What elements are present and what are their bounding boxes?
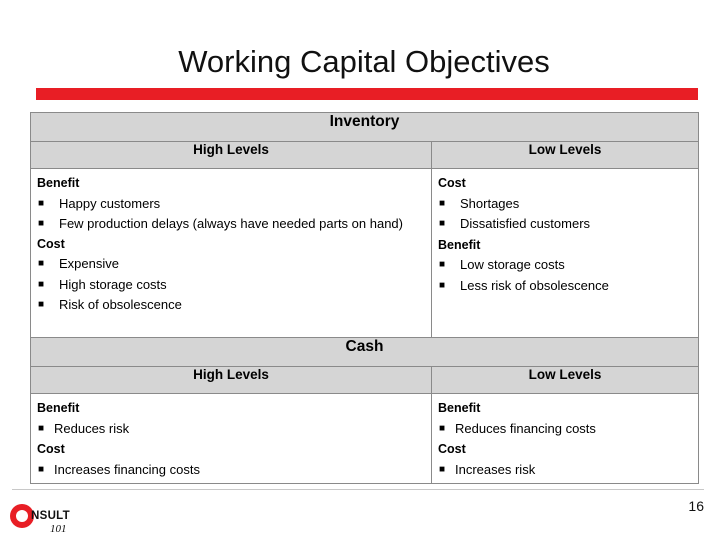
benefit-label: Benefit	[37, 401, 80, 415]
accent-bar-notch	[30, 88, 36, 100]
list-item: ■ Increases risk	[439, 461, 536, 477]
cost-label: Cost	[438, 442, 466, 457]
square-bullet-icon: ■	[38, 218, 45, 230]
cost-label: Cost	[438, 176, 466, 190]
list-item: ■ Reduces risk	[38, 420, 130, 436]
list-item: ■ Reduces financing costs	[439, 420, 596, 436]
square-bullet-icon: ■	[439, 463, 446, 475]
inventory-low-cell	[432, 169, 699, 338]
inventory-column-headers	[31, 142, 699, 169]
page-number: 16	[688, 498, 704, 514]
cash-high-cell	[31, 394, 432, 484]
inventory-heading: Inventory	[31, 113, 699, 142]
cash-high-heading: High Levels	[31, 367, 432, 394]
benefit-label: Benefit	[438, 401, 481, 415]
square-bullet-icon: ■	[439, 259, 446, 271]
list-item: ■ Expensive	[38, 256, 119, 272]
cost-label: Cost	[37, 442, 65, 457]
inventory-low-heading: Low Levels	[432, 142, 699, 169]
cash-low-cell	[432, 394, 699, 484]
footer-divider	[12, 489, 704, 490]
cost-label: Cost	[37, 236, 65, 251]
square-bullet-icon: ■	[38, 278, 45, 290]
square-bullet-icon: ■	[439, 197, 446, 209]
cash-heading: Cash	[31, 338, 699, 367]
objectives-table	[30, 112, 699, 484]
cash-body-row	[31, 394, 699, 484]
list-item: ■ Shortages	[439, 195, 520, 211]
list-item: ■ Less risk of obsolescence	[439, 277, 609, 293]
list-item: ■ High storage costs	[38, 276, 167, 292]
title-accent-bar	[30, 88, 698, 100]
logo-word: NSULT	[31, 510, 70, 522]
square-bullet-icon: ■	[439, 422, 446, 434]
list-item: ■ Risk of obsolescence	[38, 297, 182, 313]
cash-section-header	[31, 338, 699, 367]
inventory-high-cell	[31, 169, 432, 338]
benefit-label: Benefit	[37, 176, 80, 190]
benefit-label: Benefit	[438, 237, 481, 252]
list-item: ■ Few production delays (always have needed parts on hand)	[38, 216, 403, 232]
inventory-section-header	[31, 113, 699, 142]
square-bullet-icon: ■	[38, 463, 45, 475]
square-bullet-icon: ■	[38, 258, 45, 270]
inventory-body-row	[31, 169, 699, 338]
list-item: ■ Increases financing costs	[38, 461, 200, 477]
square-bullet-icon: ■	[38, 299, 45, 311]
square-bullet-icon: ■	[439, 218, 446, 230]
logo-sub: 101	[50, 523, 67, 535]
inventory-high-heading: High Levels	[31, 142, 432, 169]
slide-title: Working Capital Objectives	[178, 44, 550, 79]
list-item: ■ Happy customers	[38, 195, 161, 211]
cash-low-heading: Low Levels	[432, 367, 699, 394]
square-bullet-icon: ■	[439, 279, 446, 291]
square-bullet-icon: ■	[38, 197, 45, 209]
cash-column-headers	[31, 367, 699, 394]
consult-logo-icon	[10, 502, 80, 542]
square-bullet-icon: ■	[38, 422, 45, 434]
list-item: ■ Dissatisfied customers	[439, 216, 591, 232]
list-item: ■ Low storage costs	[439, 257, 565, 273]
